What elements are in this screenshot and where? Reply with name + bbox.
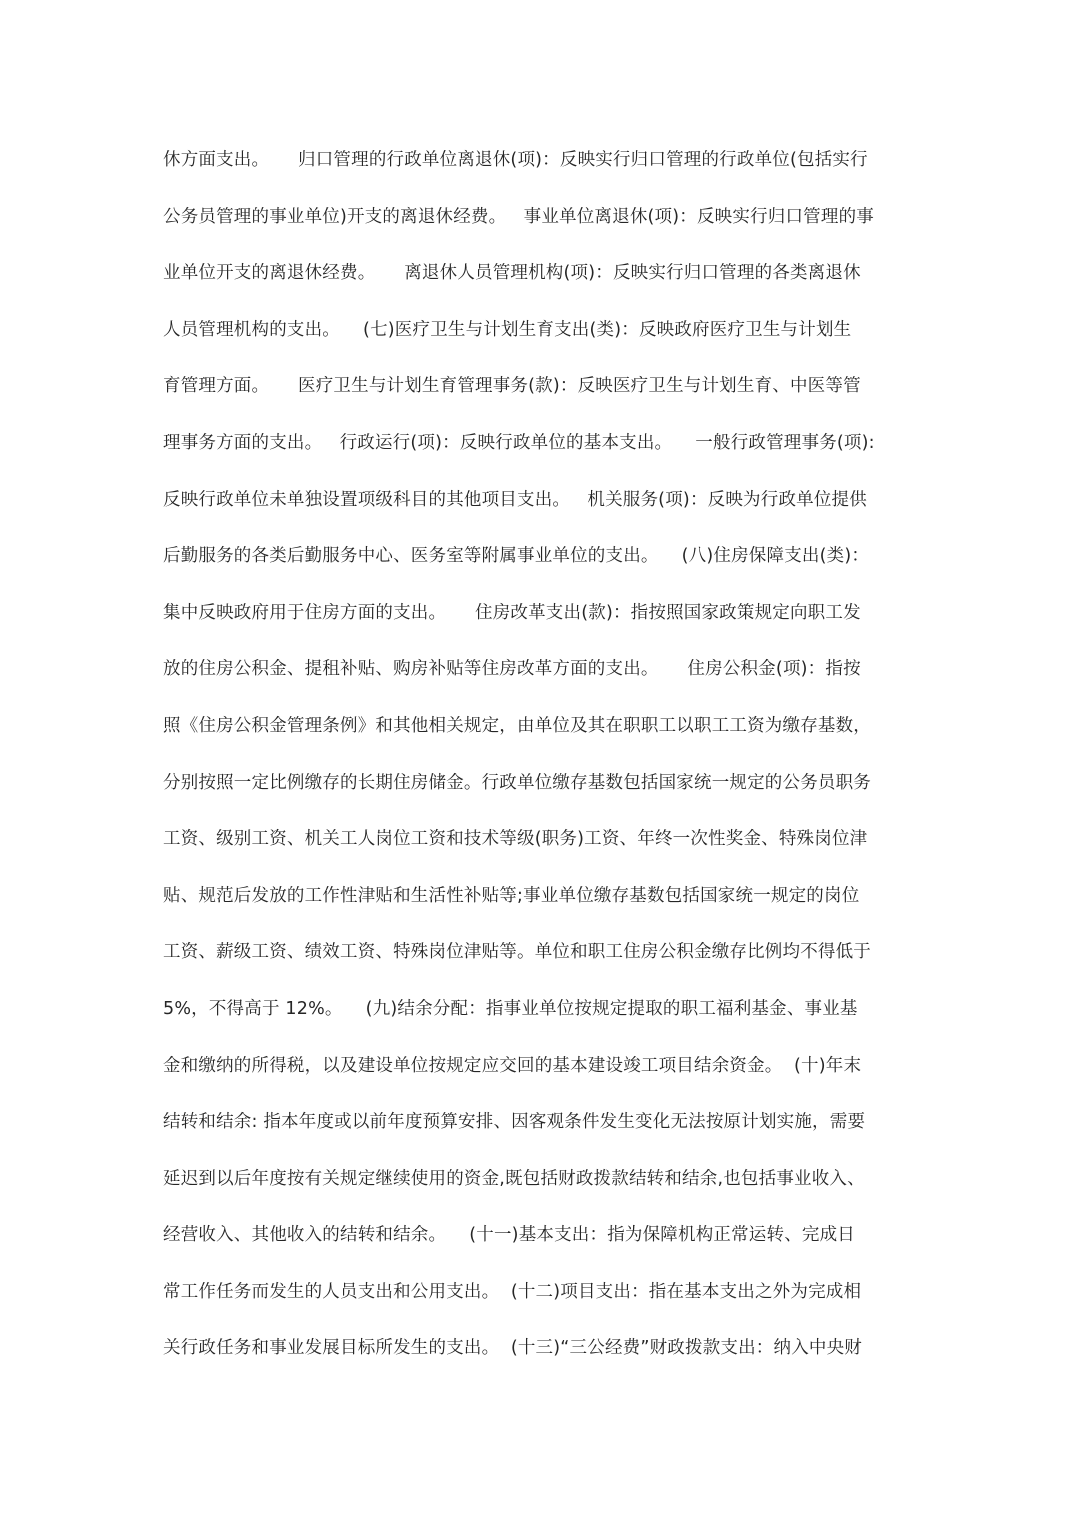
text-line: 关行政任务和事业发展目标所发生的支出。 (十三)“三公经费”财政拨款支出：纳入中央财 (163, 1338, 863, 1359)
text-line: 结转和结余: 指本年度或以前年度预算安排、因客观条件发生变化无法按原计划实施，需要 (163, 1112, 866, 1133)
text-line: 公务员管理的事业单位)开支的离退休经费。 事业单位离退休(项)：反映实行归口管理的事 (163, 206, 874, 227)
text-line: 放的住房公积金、提租补贴、购房补贴等住房改革方面的支出。 住房公积金(项)：指按 (163, 659, 861, 680)
text-line: 5%，不得高于 12%。 (九)结余分配：指事业单位按规定提取的职工福利基金、事业基 (163, 998, 858, 1019)
text-line: 延迟到以后年度按有关规定继续使用的资金,既包括财政拨款结转和结余,也包括事业收入、 (163, 1168, 865, 1189)
text-line: 照《住房公积金管理条例》和其他相关规定，由单位及其在职职工以职工工资为缴存基数， (163, 715, 871, 736)
text-line: 后勤服务的各类后勤服务中心、医务室等附属事业单位的支出。 (八)住房保障支出(类)： (163, 546, 870, 567)
text-line: 休方面支出。 归口管理的行政单位离退休(项)：反映实行归口管理的行政单位(包括实行 (163, 150, 868, 170)
text-line: 贴、规范后发放的工作性津贴和生活性补贴等;事业单位缴存基数包括国家统一规定的岗位 (163, 885, 860, 906)
text-line: 理事务方面的支出。 行政运行(项)：反映行政单位的基本支出。 一般行政管理事务(项): (163, 432, 875, 453)
text-line: 工资、级别工资、机关工人岗位工资和技术等级(职务)工资、年终一次性奖金、特殊岗位津 (163, 829, 868, 850)
text-line: 人员管理机构的支出。 (七)医疗卫生与计划生育支出(类)：反映政府医疗卫生与计划生 (163, 319, 852, 340)
text-line: 反映行政单位未单独设置项级科目的其他项目支出。 机关服务(项)：反映为行政单位提供 (163, 489, 867, 510)
text-line: 育管理方面。 医疗卫生与计划生育管理事务(款)：反映医疗卫生与计划生育、中医等管 (163, 376, 861, 397)
text-line: 经营收入、其他收入的结转和结余。 (十一)基本支出：指为保障机构正常运转、完成日 (163, 1225, 856, 1246)
text-line: 常工作任务而发生的人员支出和公用支出。 (十二)项目支出：指在基本支出之外为完成相 (163, 1281, 862, 1302)
text-line: 集中反映政府用于住房方面的支出。 住房改革支出(款)：指按照国家政策规定向职工发 (163, 602, 861, 623)
text-line: 金和缴纳的所得税，以及建设单位按规定应交回的基本建设竣工项目结余资金。 (十)年末 (163, 1055, 862, 1076)
text-line: 分别按照一定比例缴存的长期住房储金。行政单位缴存基数包括国家统一规定的公务员职务 (163, 772, 871, 793)
text-line: 业单位开支的离退休经费。 离退休人员管理机构(项)：反映实行归口管理的各类离退休 (163, 263, 861, 284)
body-text (163, 140, 923, 1385)
text-line: 工资、薪级工资、绩效工资、特殊岗位津贴等。单位和职工住房公积金缴存比例均不得低于 (163, 942, 871, 963)
